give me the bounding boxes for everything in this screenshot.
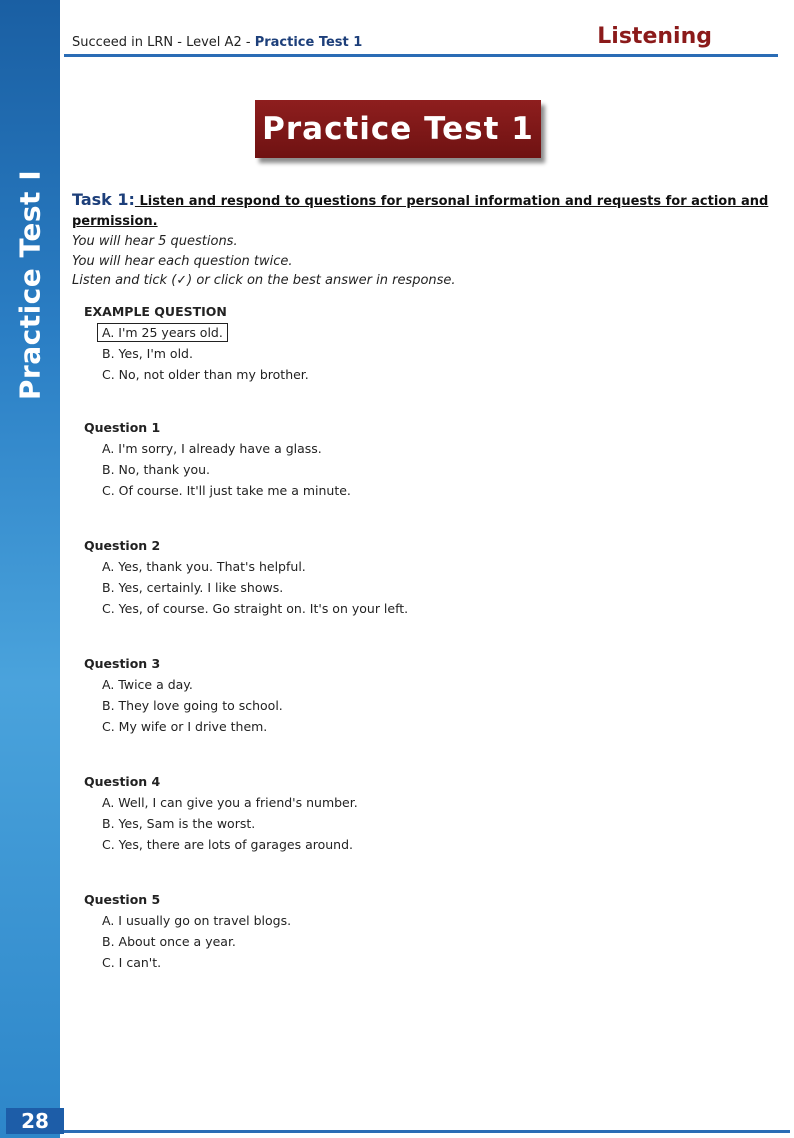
section-title: Listening: [597, 24, 712, 49]
header-divider: [64, 54, 778, 57]
answer-option[interactable]: C. Of course. It'll just take me a minute.: [102, 483, 351, 498]
answer-option[interactable]: C. My wife or I drive them.: [102, 719, 268, 734]
example-question: [84, 302, 644, 385]
header-breadcrumb-current: Practice Test 1: [254, 35, 363, 50]
instruction-line: Listen and tick (✓) or click on the best answer in response.: [72, 273, 456, 288]
task-label: Task 1:: [72, 190, 135, 209]
question-title: Question 3: [84, 656, 161, 671]
selected-answer-box: A. I'm 25 years old.: [97, 323, 228, 342]
question-title: Question 2: [84, 538, 161, 553]
answer-option[interactable]: C. Yes, there are lots of garages around.: [102, 837, 353, 852]
instruction-line: You will hear each question twice.: [72, 253, 293, 269]
header-breadcrumb: [72, 35, 362, 50]
page-title-banner: Practice Test 1: [255, 100, 541, 158]
question-2: [84, 536, 644, 619]
answer-option[interactable]: A. Yes, thank you. That's helpful.: [102, 559, 306, 574]
header-breadcrumb-prefix: Succeed in LRN - Level A2 -: [72, 35, 255, 50]
sidebar: [0, 0, 60, 1138]
question-title: Question 1: [84, 420, 161, 435]
instruction-line: You will hear 5 questions.: [72, 234, 238, 249]
footer-divider: [64, 1130, 790, 1133]
answer-option[interactable]: C. Yes, of course. Go straight on. It's on your left.: [102, 601, 409, 616]
answer-option[interactable]: [84, 322, 644, 343]
answer-option[interactable]: B. Yes, I'm old.: [102, 346, 193, 361]
sidebar-title: Practice Test I: [13, 169, 47, 401]
answer-option[interactable]: B. About once a year.: [102, 934, 236, 949]
answer-option[interactable]: B. Yes, Sam is the worst.: [102, 816, 256, 831]
question-3: [84, 654, 644, 737]
task-instructions: [72, 190, 772, 291]
answer-option[interactable]: C. I can't.: [102, 955, 162, 970]
question-4: [84, 772, 644, 855]
answer-option[interactable]: A. I'm sorry, I already have a glass.: [102, 441, 322, 456]
question-1: [84, 418, 644, 501]
task-description: Listen and respond to questions for personal information and requests for action and permission.: [72, 194, 769, 229]
answer-option[interactable]: B. They love going to school.: [102, 698, 283, 713]
answer-option[interactable]: A. I usually go on travel blogs.: [102, 913, 292, 928]
question-5: [84, 890, 644, 973]
answer-option[interactable]: B. No, thank you.: [102, 462, 211, 477]
answer-option[interactable]: C. No, not older than my brother.: [102, 367, 309, 382]
question-title: Question 5: [84, 892, 161, 907]
question-title: EXAMPLE QUESTION: [84, 304, 227, 319]
question-title: Question 4: [84, 774, 161, 789]
task-heading: [72, 190, 772, 232]
answer-option[interactable]: A. Twice a day.: [102, 677, 193, 692]
answer-option[interactable]: A. Well, I can give you a friend's number.: [102, 795, 358, 810]
answer-option[interactable]: B. Yes, certainly. I like shows.: [102, 580, 284, 595]
page-number: 28: [6, 1108, 64, 1134]
